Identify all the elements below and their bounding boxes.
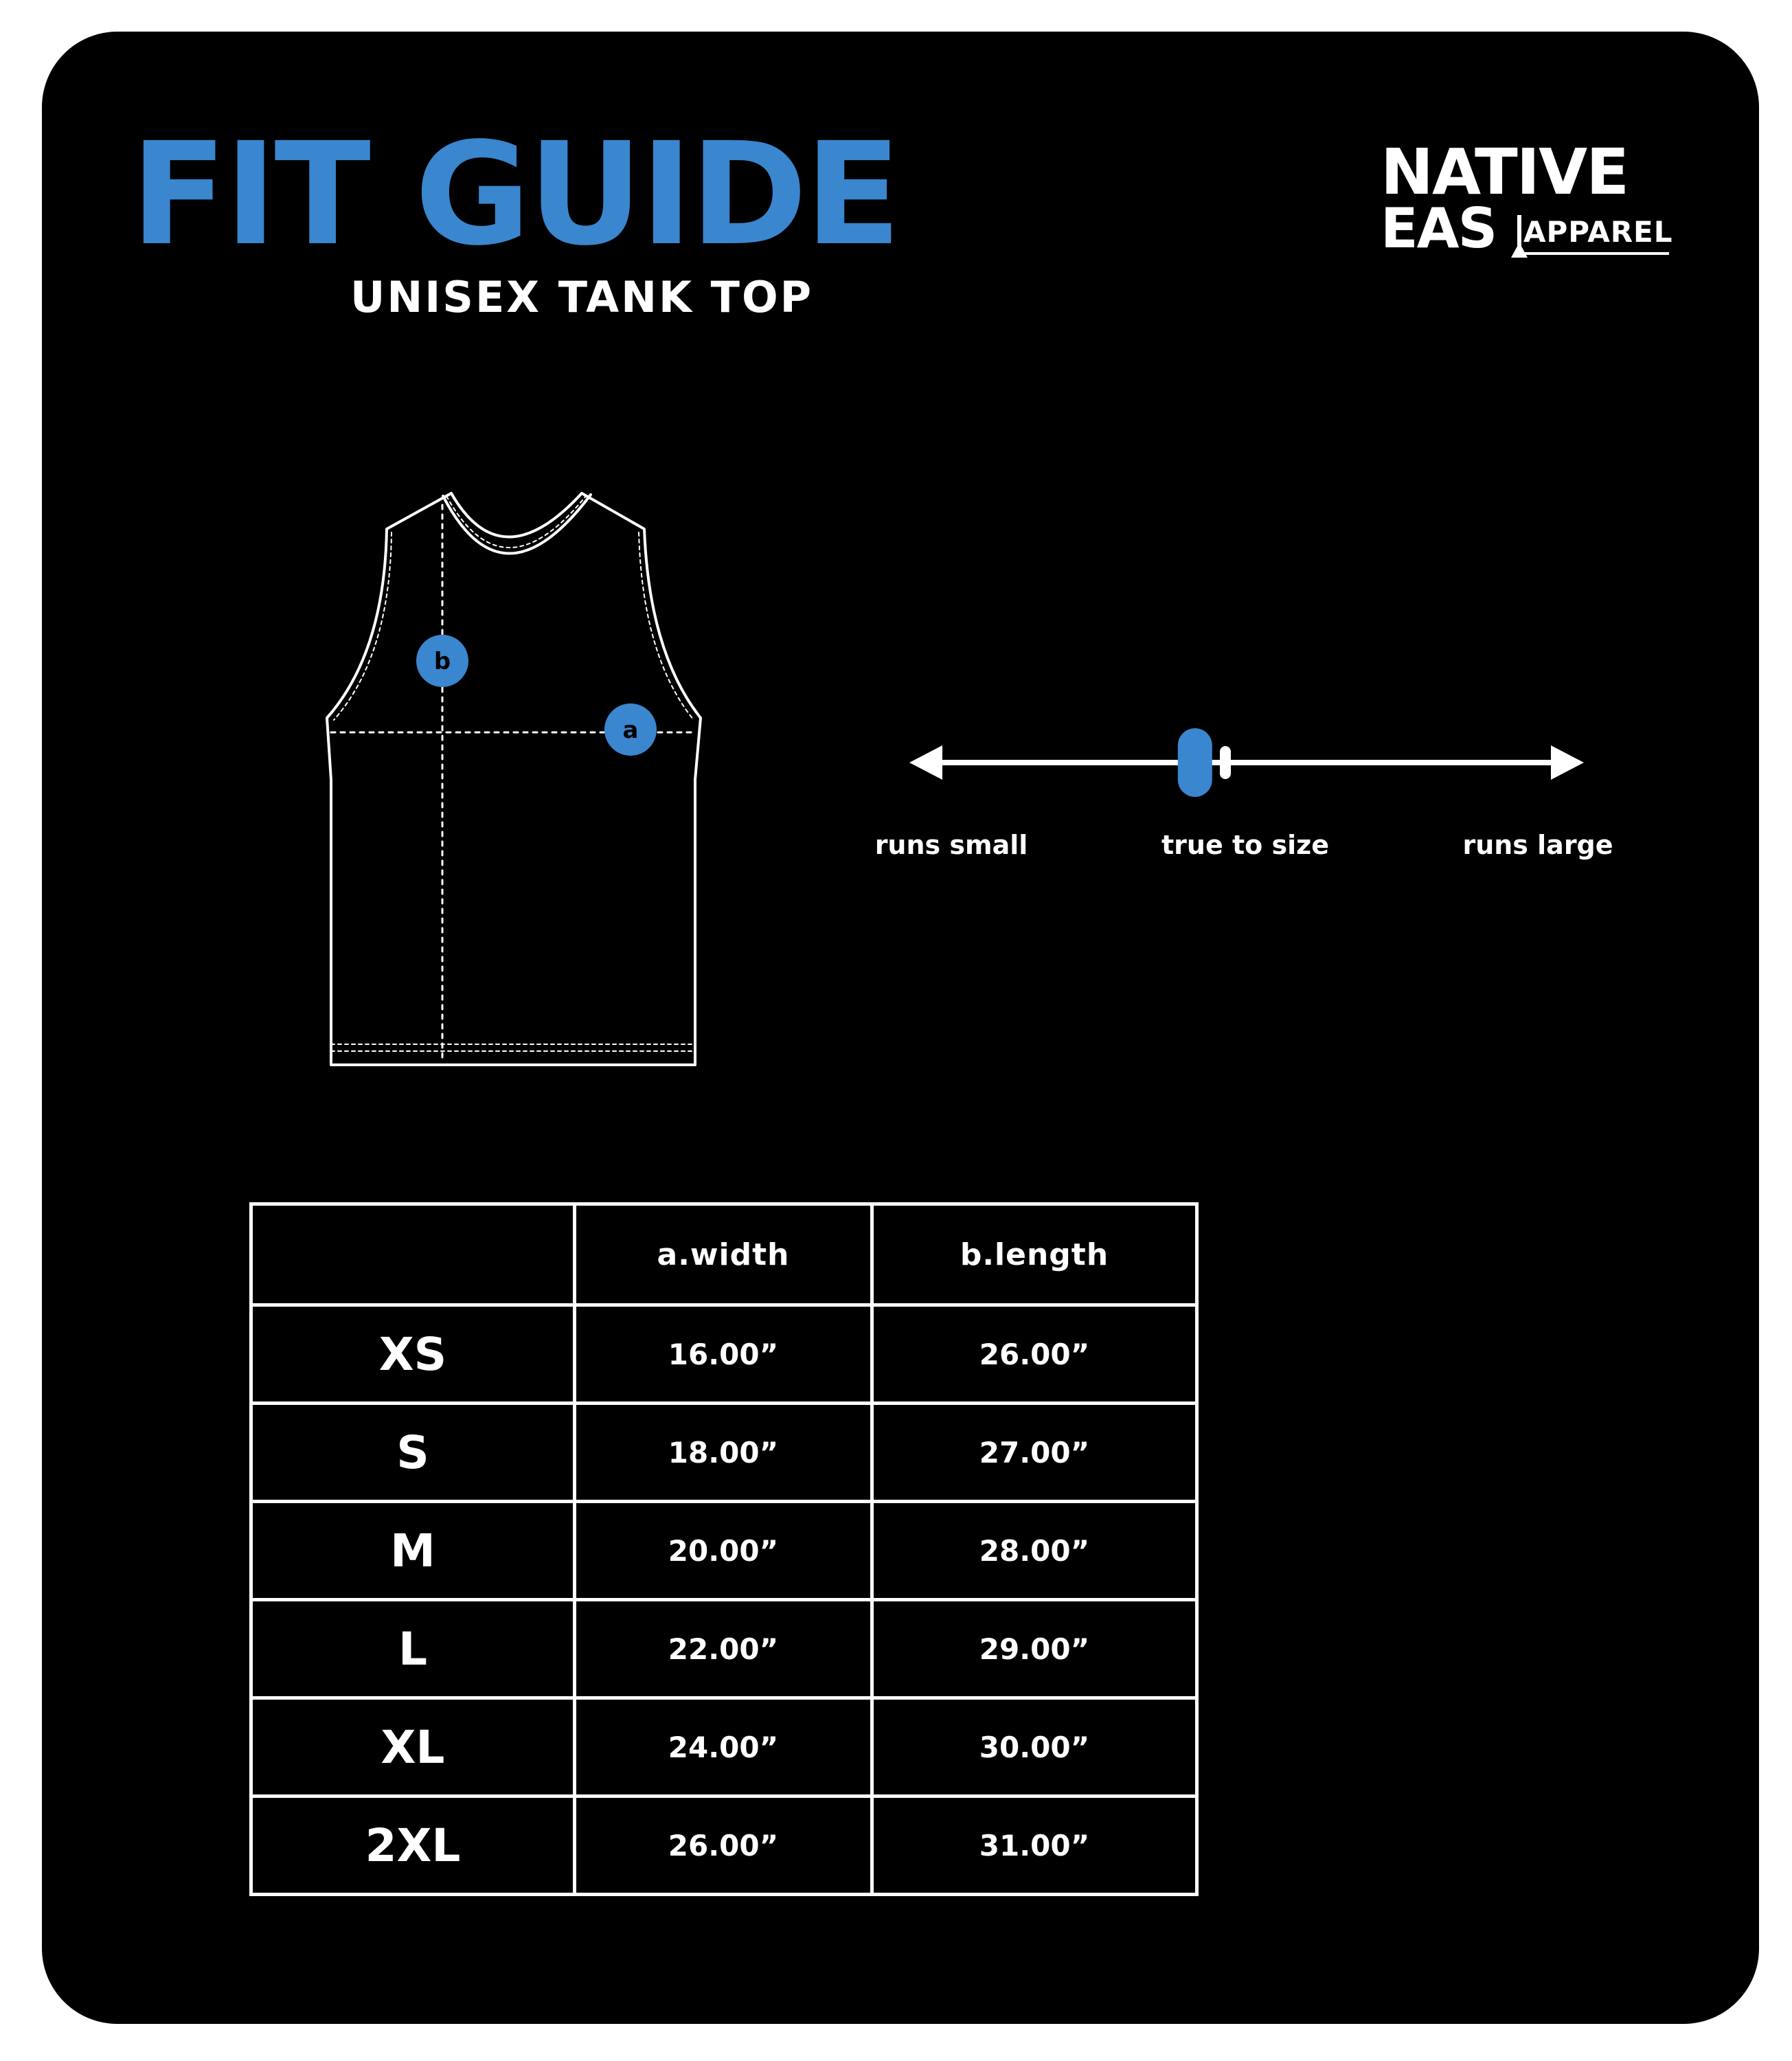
width-cell: 16.00” [575,1305,872,1404]
table-row [251,1797,1197,1895]
fit-indicator [1178,728,1212,797]
table-row [251,1404,1197,1502]
width-cell: 22.00” [575,1600,872,1698]
size-chart-table [249,1202,1199,1896]
table-row [251,1502,1197,1600]
header-length: b.length [872,1204,1197,1305]
true-to-size-tick [1220,746,1231,779]
marker-a [604,703,657,756]
width-cell: 24.00” [575,1698,872,1797]
right-arrow-icon [1551,745,1584,780]
marker-b [416,635,468,687]
length-cell: 31.00” [872,1797,1197,1895]
size-cell: L [251,1600,575,1698]
logo-line-native: NATIVE [1381,135,1629,209]
marker-b-label: b [433,648,451,675]
page-title: FIT GUIDE [131,112,899,277]
width-cell: 26.00” [575,1797,872,1895]
neckline-stitch [446,496,586,548]
length-cell: 28.00” [872,1502,1197,1600]
width-cell: 20.00” [575,1502,872,1600]
scale-label-true-to-size: true to size [1161,830,1329,860]
table-row [251,1698,1197,1797]
size-cell: 2XL [251,1797,575,1895]
length-cell: 30.00” [872,1698,1197,1797]
hem-stitch [331,1044,695,1051]
marker-a-label: a [622,717,639,744]
scale-label-runs-large: runs large [1462,830,1613,860]
logo-line-apparel: APPAREL [1523,215,1673,249]
tank-top-outline [327,493,701,1065]
scale-label-runs-small: runs small [874,830,1028,860]
logo-line-east: EAS [1381,196,1497,260]
header-size [251,1204,575,1305]
table-row [251,1305,1197,1404]
size-cell: S [251,1404,575,1502]
length-cell: 27.00” [872,1404,1197,1502]
left-armhole-stitch [334,532,392,720]
left-arrow-icon [909,745,942,780]
header-width: a.width [575,1204,872,1305]
page-subtitle: UNISEX TANK TOP [350,272,814,322]
size-cell: XL [251,1698,575,1797]
table-row [251,1600,1197,1698]
length-cell: 26.00” [872,1305,1197,1404]
table-header-row [251,1204,1197,1305]
tank-top-diagram [327,493,701,1065]
width-cell: 18.00” [575,1404,872,1502]
size-cell: M [251,1502,575,1600]
size-cell: XS [251,1305,575,1404]
length-cell: 29.00” [872,1600,1197,1698]
neckline-inner-edge [443,495,591,554]
fit-scale [909,728,1584,797]
